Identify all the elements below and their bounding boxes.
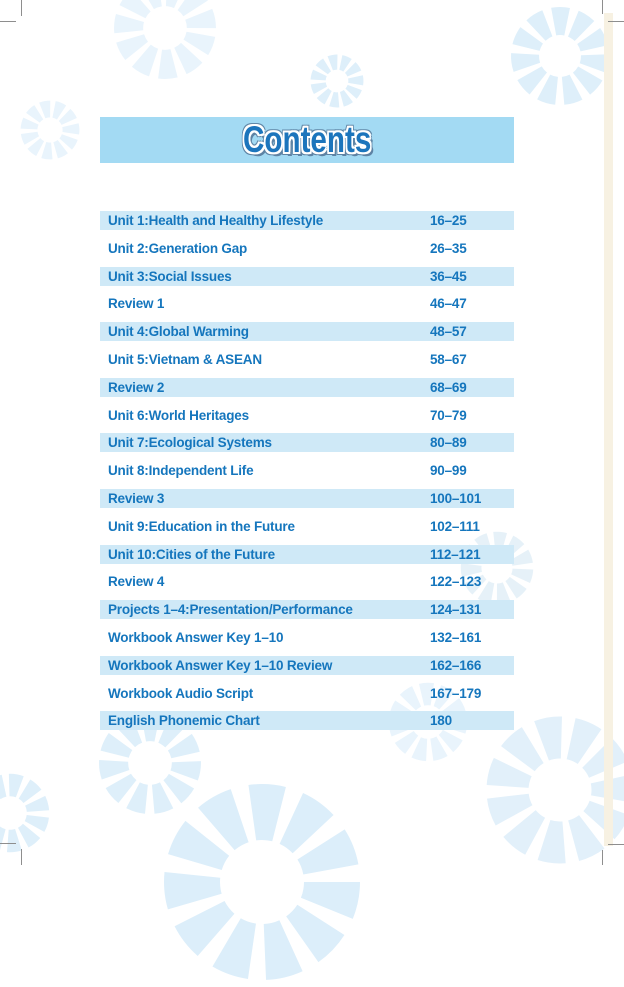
toc-row-title: English Phonemic Chart: [108, 713, 260, 729]
toc-row-title: World Heritages: [148, 407, 249, 423]
toc-row: [100, 406, 514, 425]
toc-row: [100, 433, 514, 452]
crop-mark: [21, 849, 22, 865]
toc-row-prefix: Unit 6:: [108, 407, 149, 423]
crop-mark: [608, 21, 624, 22]
toc-row-title: Review 3: [108, 490, 165, 506]
toc-row-pages: 46–47: [430, 296, 467, 312]
toc-row: [100, 350, 514, 369]
toc-row-pages: 26–35: [430, 240, 467, 256]
toc-row: [100, 461, 514, 480]
toc-row: [100, 628, 514, 647]
toc-row-title: Health and Healthy Lifestyle: [148, 213, 324, 228]
toc-row-prefix: Unit 10:: [108, 546, 156, 562]
toc-row-prefix: Unit 3:: [108, 268, 149, 284]
toc-row-pages: 48–57: [430, 324, 467, 340]
page-title: Contents: [242, 119, 372, 160]
toc-row-pages: 112–121: [430, 546, 481, 562]
toc-row-title: Social Issues: [148, 268, 232, 284]
toc-row: [100, 267, 514, 286]
toc-row: [100, 489, 514, 508]
page-edge-strip: [604, 13, 613, 846]
toc-row-title: Review 2: [108, 379, 165, 395]
toc-row: [100, 517, 514, 536]
toc-row: [100, 294, 514, 313]
toc-row-prefix: Unit 8:: [108, 463, 149, 479]
toc-row-prefix: Unit 4:: [108, 324, 149, 340]
toc-row-prefix: Unit 5:: [108, 351, 149, 367]
crop-mark: [0, 843, 16, 844]
toc-row: [100, 711, 514, 730]
toc-row-title: Cities of the Future: [155, 546, 275, 562]
toc-row-pages: 80–89: [430, 435, 467, 451]
toc-row: [100, 572, 514, 591]
toc-row: [100, 684, 514, 703]
toc-row: [100, 239, 514, 258]
toc-row-pages: 167–179: [430, 685, 482, 701]
toc-row-pages: 36–45: [430, 268, 467, 284]
toc-row-title: Independent Life: [148, 463, 254, 479]
toc-row: [100, 656, 514, 675]
toc-row-pages: 58–67: [430, 351, 467, 367]
toc-row-prefix: Unit 9:: [108, 518, 149, 534]
toc-row-prefix: Unit 2:: [108, 240, 149, 256]
toc-row-title: Review 1: [108, 296, 165, 312]
crop-mark: [608, 844, 624, 845]
aperture-decoration-icon: [0, 767, 56, 860]
toc-row-pages: 90–99: [430, 463, 467, 479]
crop-mark: [21, 0, 22, 16]
toc-row-pages: 124–131: [430, 602, 482, 618]
toc-row-title: Presentation/Performance: [189, 602, 353, 618]
toc-row-title: Workbook Answer Key 1–10 Review: [108, 657, 333, 673]
toc-row-prefix: Projects 1–4:: [108, 602, 190, 618]
crop-mark: [602, 0, 603, 14]
aperture-decoration-icon: [162, 782, 362, 982]
toc-row-title: Ecological Systems: [148, 435, 272, 451]
crop-mark: [602, 850, 603, 865]
toc-row-pages: 68–69: [430, 379, 467, 395]
toc-row-pages: 122–123: [430, 574, 482, 590]
toc-row-pages: 16–25: [430, 213, 467, 228]
aperture-decoration-icon: [9, 89, 91, 171]
aperture-decoration-icon: [105, 0, 225, 88]
toc-row: [100, 378, 514, 397]
crop-mark: [0, 21, 16, 22]
toc-row-title: Vietnam & ASEAN: [148, 351, 262, 367]
toc-row-title: Global Warming: [148, 324, 249, 340]
toc-row-title: Education in the Future: [148, 518, 295, 534]
aperture-decoration-icon: [308, 52, 367, 111]
toc-row-title: Workbook Answer Key 1–10: [108, 629, 284, 645]
toc-row-pages: 162–166: [430, 657, 482, 673]
toc-row-pages: 180: [430, 713, 452, 729]
toc-row-title: Review 4: [108, 574, 165, 590]
toc-row-pages: 100–101: [430, 490, 482, 506]
toc-row-prefix: Unit 7:: [108, 435, 149, 451]
toc-row: [100, 545, 514, 564]
contents-table: [100, 211, 514, 730]
toc-row: [100, 322, 514, 341]
contents-banner: [100, 117, 514, 163]
toc-row-pages: 70–79: [430, 407, 467, 423]
toc-row-pages: 102–111: [430, 518, 480, 534]
toc-row: [100, 211, 514, 230]
toc-row-pages: 132–161: [430, 629, 482, 645]
toc-row-title: Workbook Audio Script: [108, 685, 254, 701]
toc-row: [100, 600, 514, 619]
toc-row-prefix: Unit 1:: [108, 213, 149, 228]
toc-row-title: Generation Gap: [148, 240, 248, 256]
